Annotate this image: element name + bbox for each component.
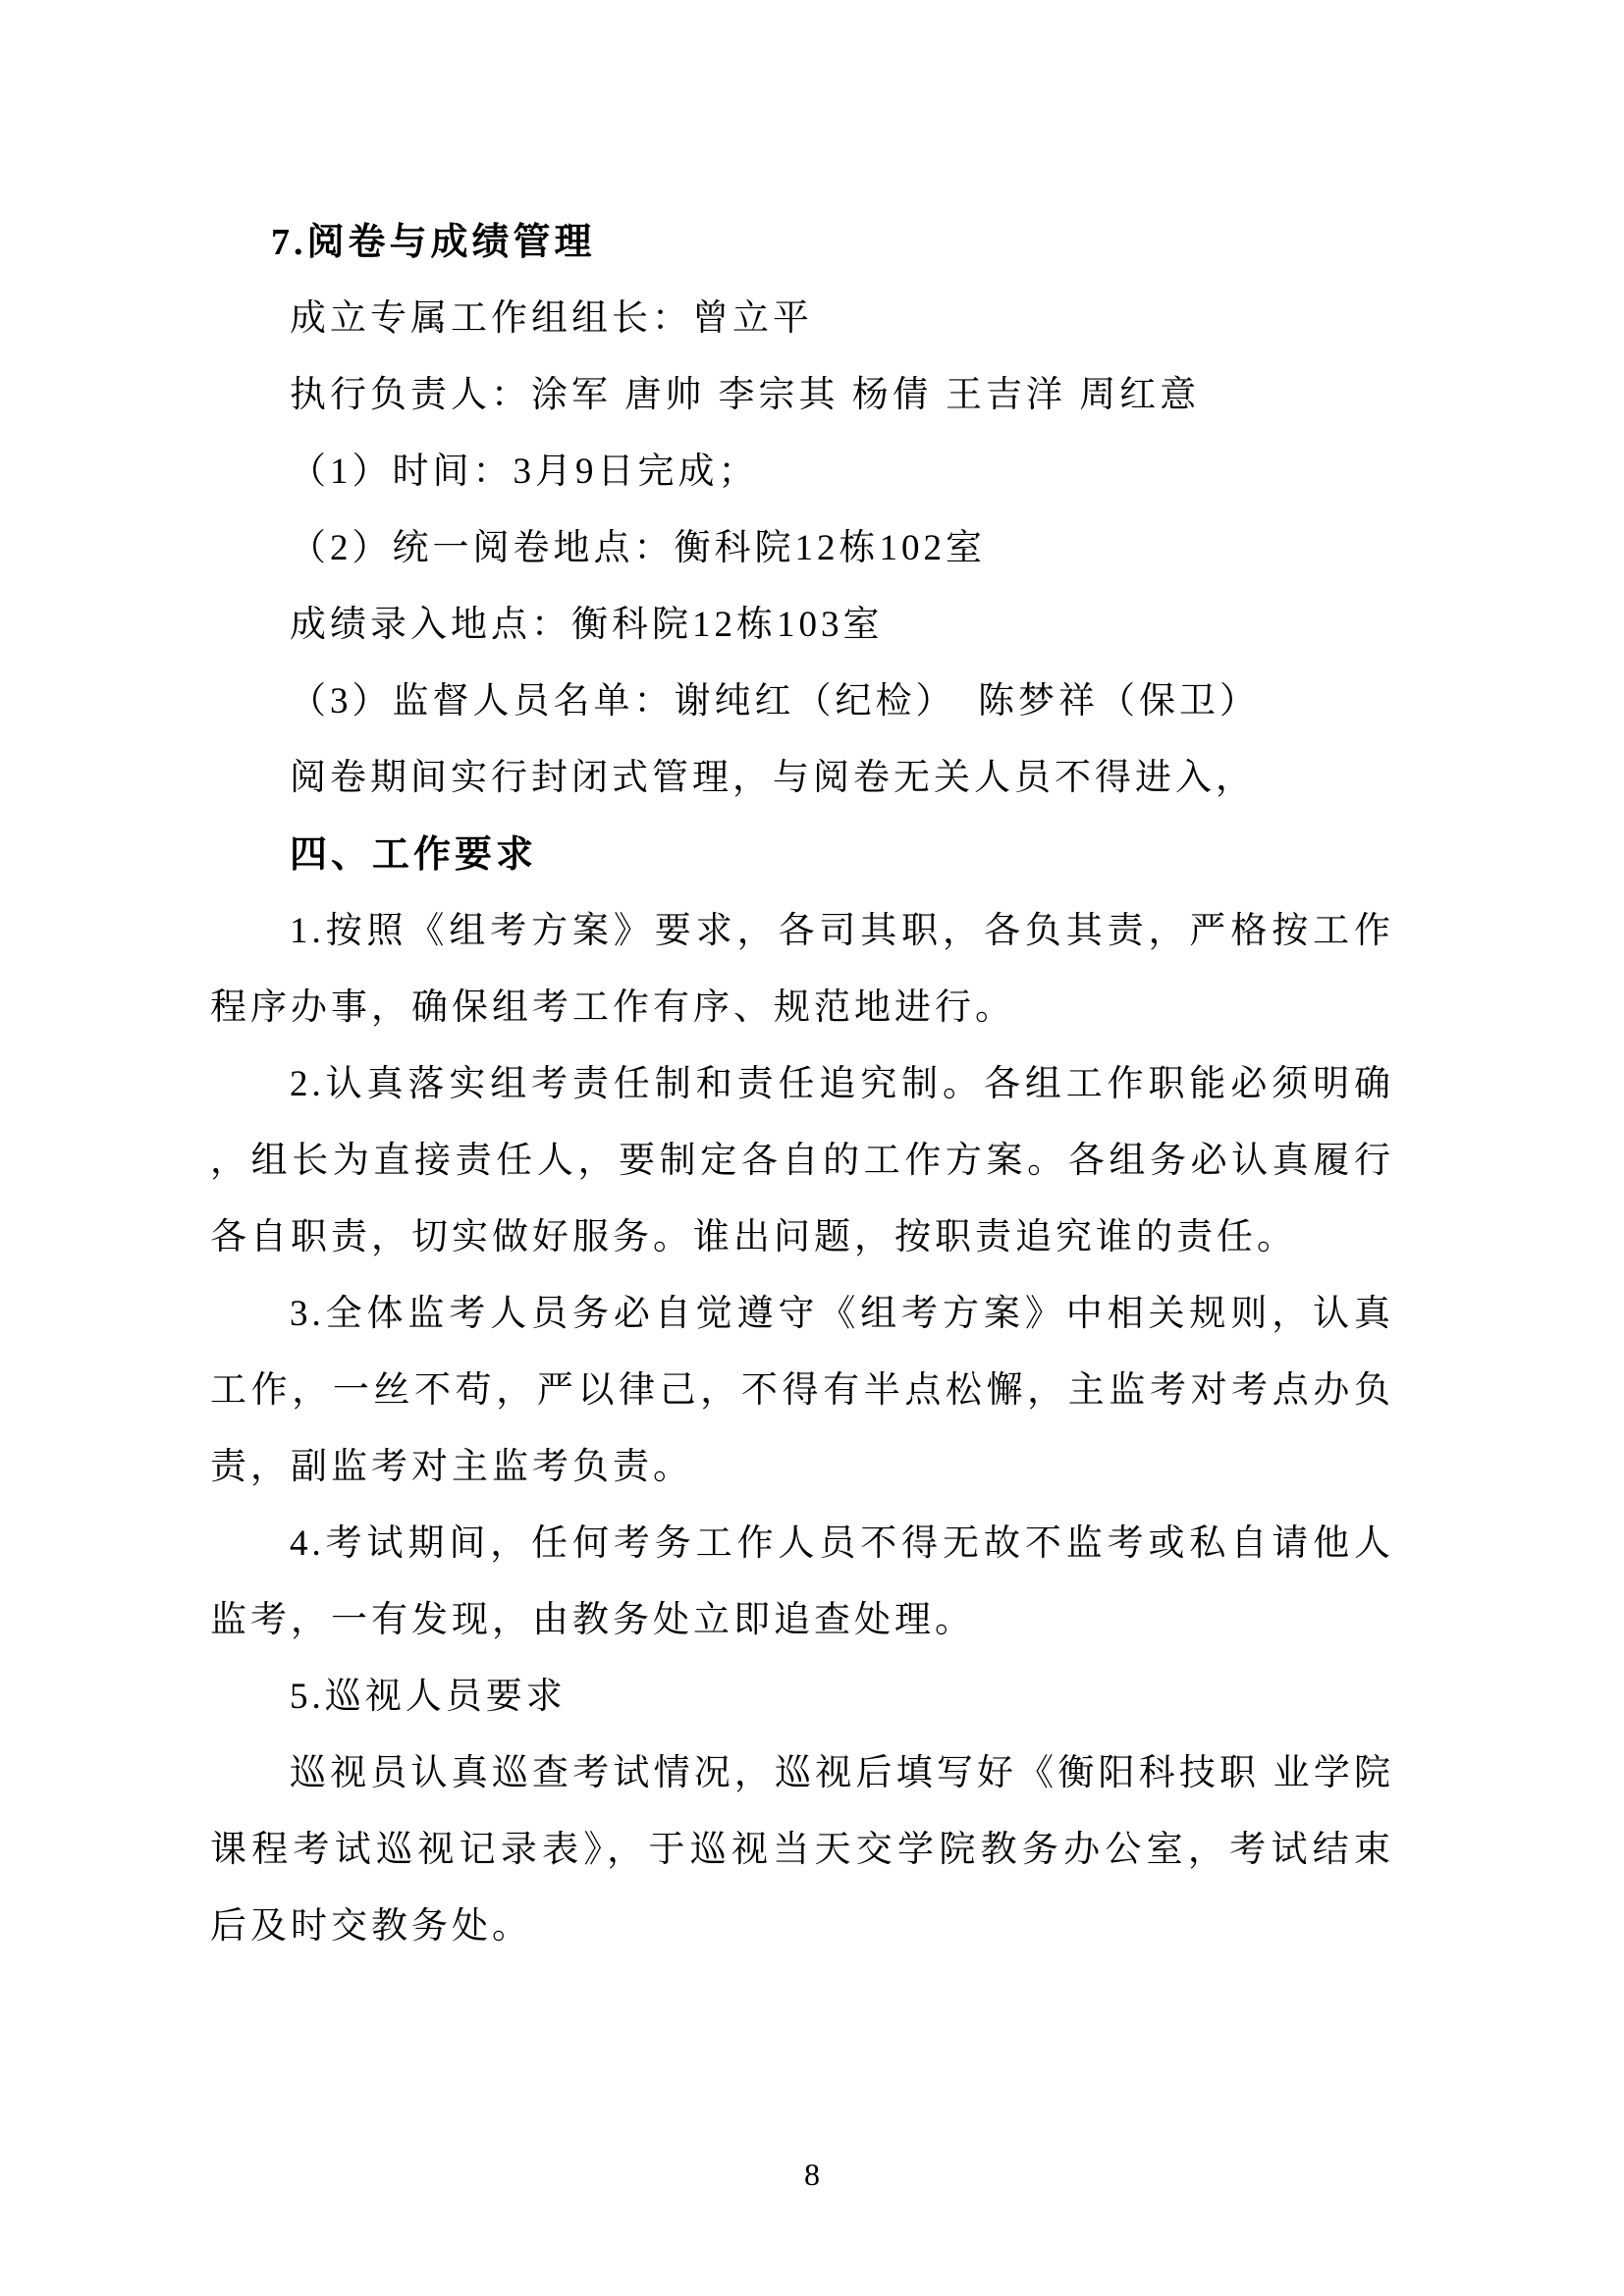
text-line: 3.全体监考人员务必自觉遵守《组考方案》中相关规则，认真 — [290, 1294, 1394, 1334]
text-line: ，组长为直接责任人，要制定各自的工作方案。各组务必认真履行 — [210, 1141, 1394, 1181]
text-line: 成绩录入地点：衡科院12栋103室 — [290, 605, 884, 645]
text-line: 程序办事，确保组考工作有序、规范地进行。 — [210, 988, 1015, 1028]
text-line: 4.考试期间，任何考务工作人员不得无故不监考或私自请他人 — [290, 1523, 1394, 1564]
text-line: 2.认真落实组考责任制和责任追究制。各组工作职能必须明确 — [290, 1064, 1394, 1104]
text-line: 成立专属工作组组长：曾立平 — [290, 298, 813, 339]
text-line: 执行负责人：涂军 唐帅 李宗其 杨倩 王吉洋 周红意 — [290, 375, 1201, 415]
document-body — [210, 204, 1394, 1965]
text-line: 1.按照《组考方案》要求，各司其职，各负其责，严格按工作 — [290, 911, 1394, 951]
text-line: 后及时交教务处。 — [210, 1906, 532, 1947]
text-line: 7.阅卷与成绩管理 — [271, 222, 596, 263]
text-line: 工作，一丝不苟，严以律己，不得有半点松懈，主监考对考点办负 — [210, 1370, 1394, 1411]
text-line: （3）监督人员名单：谢纯红（纪检） 陈梦祥（保卫） — [290, 681, 1260, 721]
text-line: （2）统一阅卷地点：衡科院12栋102室 — [290, 528, 986, 568]
text-line: 课程考试巡视记录表》，于巡视当天交学院教务办公室，考试结束 — [210, 1830, 1394, 1870]
text-line: 5.巡视人员要求 — [290, 1677, 567, 1717]
text-line: 四、工作要求 — [290, 834, 538, 876]
text-line: （1）时间：3月9日完成； — [290, 452, 759, 492]
text-line: 阅卷期间实行封闭式管理，与阅卷无关人员不得进入， — [290, 758, 1256, 798]
page-number: 8 — [804, 2157, 820, 2192]
text-line: 责，副监考对主监考负责。 — [210, 1447, 693, 1487]
text-line: 各自职责，切实做好服务。谁出问题，按职责追究谁的责任。 — [210, 1217, 1297, 1257]
text-line: 监考，一有发现，由教务处立即追查处理。 — [210, 1600, 975, 1640]
text-line: 巡视员认真巡查考试情况，巡视后填写好《衡阳科技职 业学院 — [290, 1753, 1394, 1793]
